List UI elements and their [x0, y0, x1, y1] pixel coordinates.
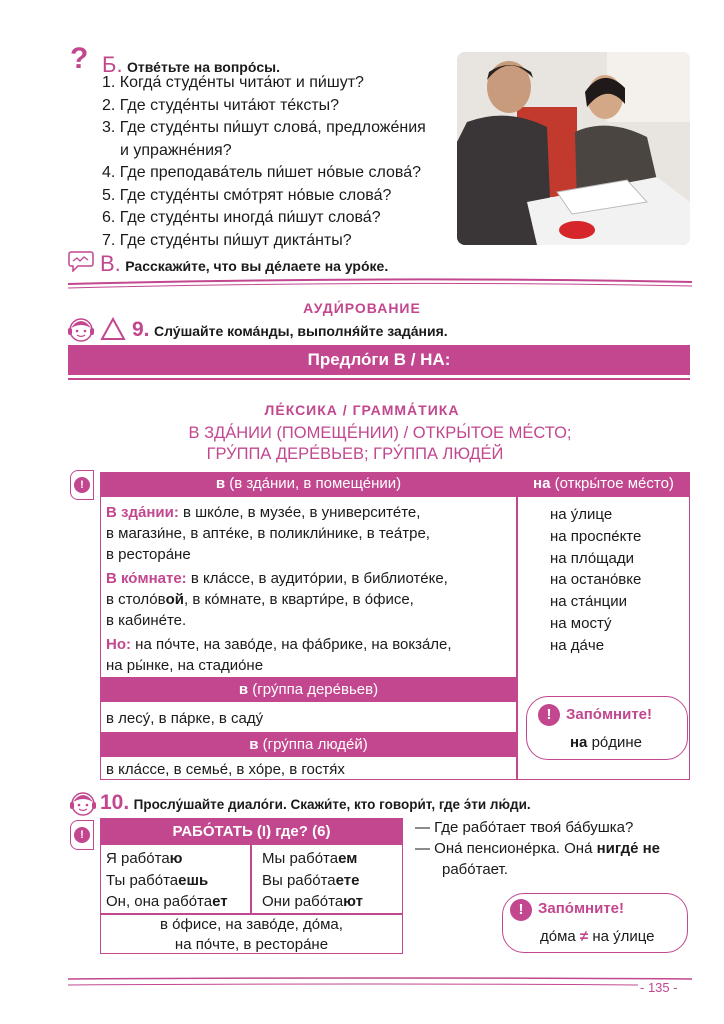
- open-place-item: на ста́нции: [550, 593, 627, 611]
- people-text: в кла́ссе, в семье́, в хо́ре, в гостя́х: [106, 761, 345, 778]
- trees-text: в лесу́, в па́рке, в саду́: [106, 710, 264, 727]
- conj-row: [106, 848, 228, 870]
- dialogue-line: — Где рабо́тает твоя́ ба́бушка?: [415, 819, 634, 836]
- section-b-instruction: Отве́тьте на вопро́сы.: [127, 59, 281, 75]
- exercise-10-number: 10.: [100, 791, 130, 814]
- people-header-rest: (гру́ппа люде́й): [258, 736, 368, 753]
- lexicon-line-1: В ЗДА́НИИ (ПОМЕЩЕ́НИИ) / ОТКРЫ́ТОЕ МЕ́СТО;: [188, 424, 572, 442]
- trees-header-bold: в: [238, 681, 249, 698]
- remember-phrase: [570, 734, 642, 751]
- but-section: [106, 634, 514, 676]
- but-text: на по́чте, на заво́де, на фа́брике, на вокза́ле,: [131, 636, 452, 653]
- section-b-letter: Б.: [102, 52, 123, 77]
- question-item: 7. Где студе́нты пи́шут дикта́нты?: [102, 231, 352, 249]
- conj-ending: ю: [169, 850, 183, 867]
- question-list: [102, 72, 426, 252]
- prepositions-banner: Предло́ги В / НА:: [68, 345, 690, 375]
- building-section: [106, 502, 514, 565]
- remember-title: Запо́мните!: [538, 900, 625, 917]
- header-na-bold: на: [533, 475, 551, 492]
- room-line-2b: ой: [165, 591, 184, 608]
- conj-ending: ют: [343, 893, 363, 910]
- remember-phrase-bold: на: [570, 734, 588, 751]
- question-item: и упражне́ния?: [120, 141, 232, 159]
- conj-stem: Ты рабо́та: [106, 871, 179, 889]
- not-equal-icon: ≠: [579, 928, 589, 945]
- question-item: 4. Где преподава́тель пи́шет но́вые слова́?: [102, 164, 422, 181]
- building-label: В зда́нии:: [106, 504, 179, 521]
- room-text: в кла́ссе, в аудито́рии, в библиоте́ке,: [186, 570, 448, 587]
- but-line-2: на ры́нке, на стадио́не: [106, 657, 264, 674]
- dialogue-line: [415, 838, 660, 859]
- remember-left: до́ма: [540, 928, 576, 945]
- question-item: 1. Когда́ студе́нты чита́ют и пи́шут?: [102, 74, 364, 91]
- speech-bubble-icon: [68, 250, 94, 277]
- question-mark-icon: ?: [70, 42, 89, 75]
- people-header-bold: в: [249, 736, 259, 753]
- trees-header-rest: (гру́ппа дере́вьев): [248, 681, 379, 698]
- room-line-1: [106, 568, 514, 589]
- triangle-icon: [100, 317, 126, 346]
- exercise-10-instruction: Прослу́шайте диало́ги. Скажи́те, кто говори́т, где э́ти лю́ди.: [133, 797, 531, 812]
- exclamation-icon: !: [538, 704, 560, 726]
- banner-underline: [68, 378, 690, 380]
- building-text: в шко́ле, в музе́е, в университе́те,: [178, 504, 421, 521]
- room-line-2: [106, 589, 514, 610]
- conjugation-right: [262, 848, 363, 913]
- lexicon-heading: ЛЕ́КСИКА / ГРАММА́ТИКА: [264, 402, 460, 418]
- conj-stem: Мы рабо́та: [262, 850, 339, 867]
- exclamation-icon: !: [74, 827, 90, 843]
- building-line-2: в магази́не, в апте́ке, в поликли́нике, в теа́тре,: [106, 525, 430, 542]
- question-item: 2. Где студе́нты чита́ют те́ксты?: [102, 96, 340, 114]
- conjugation-divider-v: [250, 845, 252, 913]
- dialogue: [415, 817, 660, 880]
- conjugation-left: [106, 848, 228, 913]
- section-v-letter: В.: [100, 251, 121, 276]
- conj-ending: ете: [335, 871, 360, 889]
- building-line-3: в рестора́не: [106, 546, 191, 563]
- question-item: 5. Где студе́нты смо́трят но́вые слова́?: [102, 186, 392, 204]
- exclamation-icon: !: [74, 477, 90, 493]
- remember-phrase-rest: ро́дине: [587, 734, 643, 751]
- table-header-na: [518, 473, 689, 497]
- open-places-list: [550, 504, 641, 657]
- conj-ending: ем: [338, 850, 358, 867]
- exercise-10-header: [100, 791, 531, 815]
- building-line-1: [106, 502, 514, 523]
- dialogue-text: — Она́ пенсионе́рка. Она́: [415, 840, 597, 857]
- conj-row: [262, 870, 363, 892]
- conj-footer-line: на по́чте, в рестора́не: [174, 936, 329, 953]
- open-place-item: на остано́вке: [550, 571, 642, 589]
- header-v-bold: в: [215, 475, 226, 492]
- room-section: [106, 568, 514, 631]
- conj-stem: Я рабо́та: [106, 850, 170, 867]
- conj-stem: Вы рабо́та: [262, 871, 336, 889]
- conjugation-title: РАБО́ТАТЬ (I) где? (6): [101, 819, 402, 845]
- open-place-item: на проспе́кте: [550, 527, 642, 545]
- section-v-header: [100, 251, 388, 277]
- dialogue-bold: нигде́ не: [596, 840, 661, 857]
- attention-tag: [70, 820, 94, 850]
- attention-tag: [70, 470, 94, 500]
- header-na-rest: (откры́тое ме́сто): [550, 475, 674, 492]
- section-v-instruction: Расскажи́те, что вы де́лаете на уро́ке.: [125, 258, 389, 274]
- room-line-3: в кабине́те.: [106, 612, 187, 629]
- listener-face-icon: [70, 790, 96, 821]
- conj-stem: Они рабо́та: [262, 893, 344, 910]
- exclamation-icon: !: [510, 899, 532, 921]
- classroom-photo: [457, 52, 690, 245]
- room-line-2c: , в ко́мнате, в кварти́ре, в о́фисе,: [183, 591, 414, 608]
- conj-stem: Он, она рабо́та: [106, 893, 213, 910]
- trees-header: [101, 677, 516, 702]
- but-line-1: [106, 634, 514, 655]
- conj-row: [262, 891, 363, 913]
- room-line-2a: в столо́в: [106, 591, 166, 608]
- conj-row: [106, 891, 228, 913]
- header-v-rest: (в зда́нии, в помеще́нии): [225, 475, 402, 492]
- listening-heading: АУДИ́РОВАНИЕ: [303, 300, 421, 316]
- conj-row: [106, 870, 228, 892]
- open-place-item: на пло́щади: [550, 549, 634, 567]
- people-header: [101, 732, 516, 757]
- conj-row: [262, 848, 363, 870]
- footer-rule: [68, 975, 692, 994]
- page-number: - 135 -: [640, 980, 678, 995]
- remember-right: на у́лице: [592, 928, 655, 945]
- question-item: 6. Где студе́нты иногда́ пи́шут слова́?: [102, 209, 381, 226]
- dialogue-line: рабо́тает.: [442, 861, 508, 878]
- table-column-divider: [516, 473, 518, 779]
- open-place-item: на мосту́: [550, 614, 612, 632]
- exercise-9-number: 9.: [132, 318, 150, 341]
- listener-face-icon: [68, 316, 94, 347]
- exercise-9-header: [132, 318, 448, 342]
- lexicon-line-2: ГРУ́ППА ДЕРЕ́ВЬЕВ; ГРУ́ППА ЛЮДЕ́Й: [206, 445, 504, 463]
- conjugation-footer: [101, 915, 402, 955]
- conj-ending: ешь: [178, 871, 209, 889]
- section-divider: [68, 276, 692, 295]
- classroom-photo-illustration: [457, 52, 690, 245]
- conj-ending: ет: [212, 893, 228, 910]
- open-place-item: на да́че: [550, 636, 605, 654]
- table-header-v: [101, 473, 516, 497]
- exercise-9-instruction: Слу́шайте кома́нды, выполня́йте зада́ния.: [153, 323, 448, 339]
- but-label: Но:: [106, 636, 131, 653]
- room-label: В ко́мнате:: [106, 570, 187, 587]
- remember-contrast: [540, 928, 655, 945]
- remember-title: Запо́мните!: [566, 706, 653, 723]
- question-item: 3. Где студе́нты пи́шут слова́, предложе́ния: [102, 119, 426, 136]
- open-place-item: на у́лице: [550, 506, 613, 523]
- conj-footer-line: в о́фисе, на заво́де, до́ма,: [160, 916, 343, 933]
